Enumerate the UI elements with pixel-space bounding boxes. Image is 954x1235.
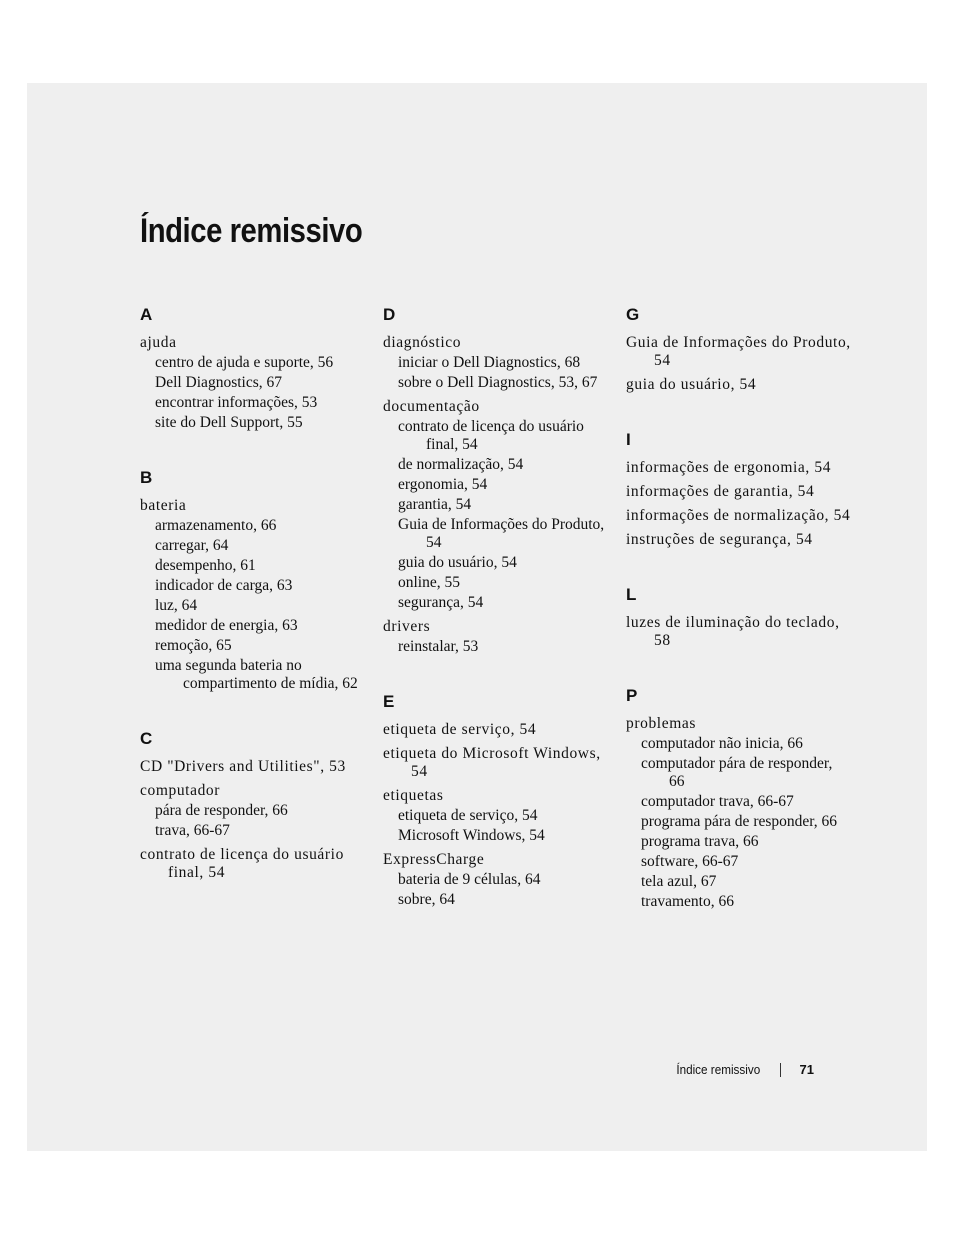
- index-entry: [626, 614, 851, 650]
- entry-term: documentação: [383, 398, 480, 415]
- entry-term: Guia de Informações do Produto, 54: [626, 334, 851, 369]
- entry-subterm: computador trava, 66-67: [641, 793, 794, 810]
- entry-subterm: Dell Diagnostics, 67: [155, 374, 282, 391]
- index-entry: [383, 398, 608, 612]
- entry-subterm: trava, 66-67: [155, 822, 230, 839]
- index-section: [140, 729, 365, 882]
- section-letter: L: [626, 585, 637, 604]
- entry-subterm: reinstalar, 53: [398, 638, 479, 655]
- index-column-2: [383, 305, 608, 945]
- footer-separator: [780, 1063, 781, 1077]
- entry-subterm: de normalização, 54: [398, 456, 524, 473]
- index-entry: [626, 334, 851, 370]
- index-section: [626, 686, 851, 911]
- index-entry: [626, 376, 851, 394]
- page-title: Índice remissivo: [140, 212, 363, 250]
- entry-subterm: garantia, 54: [398, 496, 472, 513]
- entry-subterm: desempenho, 61: [155, 557, 256, 574]
- entry-subterm: segurança, 54: [398, 594, 484, 611]
- index-section: [383, 305, 608, 656]
- entry-subterm: encontrar informações, 53: [155, 394, 318, 411]
- index-entry: [140, 782, 365, 840]
- entry-subterm: site do Dell Support, 55: [155, 414, 303, 431]
- index-entry: [140, 334, 365, 432]
- index-entry: [626, 715, 851, 911]
- index-entry: [626, 507, 851, 525]
- entry-subterm: computador pára de responder, 66: [641, 755, 833, 790]
- entry-term: instruções de segurança, 54: [626, 531, 813, 548]
- entry-subterm: programa pára de responder, 66: [641, 813, 838, 830]
- entry-term: informações de ergonomia, 54: [626, 459, 832, 476]
- entry-term: contrato de licença do usuário final, 54: [140, 846, 344, 881]
- section-letter: P: [626, 686, 638, 705]
- index-entry: [626, 483, 851, 501]
- index-entry: [140, 846, 365, 882]
- entry-term: etiqueta de serviço, 54: [383, 721, 537, 738]
- index-column-3: [626, 305, 851, 947]
- entry-subterm: sobre o Dell Diagnostics, 53, 67: [398, 374, 598, 391]
- entry-term: bateria: [140, 497, 187, 514]
- entry-subterm: contrato de licença do usuário final, 54: [398, 418, 584, 453]
- entry-subterm: uma segunda bateria no compartimento de mídia, 62: [155, 657, 358, 692]
- index-section: [140, 468, 365, 693]
- entry-subterm: centro de ajuda e suporte, 56: [155, 354, 334, 371]
- entry-subterm: luz, 64: [155, 597, 198, 614]
- section-letter: I: [626, 430, 631, 449]
- entry-term: informações de garantia, 54: [626, 483, 815, 500]
- index-section: [626, 430, 851, 549]
- index-entry: [626, 531, 851, 549]
- index-entry: [383, 851, 608, 909]
- entry-subterm: etiqueta de serviço, 54: [398, 807, 538, 824]
- entry-subterm: sobre, 64: [398, 891, 455, 908]
- entry-term: ajuda: [140, 334, 177, 351]
- entry-subterm: Guia de Informações do Produto, 54: [398, 516, 605, 551]
- section-letter: B: [140, 468, 153, 487]
- entry-subterm: tela azul, 67: [641, 873, 717, 890]
- index-section: [626, 305, 851, 394]
- entry-subterm: iniciar o Dell Diagnostics, 68: [398, 354, 581, 371]
- index-entry: [140, 497, 365, 693]
- entry-term: etiquetas: [383, 787, 444, 804]
- footer-label: Índice remissivo: [676, 1062, 760, 1077]
- entry-term: informações de normalização, 54: [626, 507, 851, 524]
- entry-subterm: armazenamento, 66: [155, 517, 277, 534]
- entry-term: guia do usuário, 54: [626, 376, 757, 393]
- section-letter: D: [383, 305, 396, 324]
- entry-term: drivers: [383, 618, 431, 635]
- entry-term: CD "Drivers and Utilities", 53: [140, 758, 346, 775]
- entry-subterm: computador não inicia, 66: [641, 735, 803, 752]
- index-entry: [383, 618, 608, 656]
- entry-subterm: programa trava, 66: [641, 833, 759, 850]
- entry-subterm: remoção, 65: [155, 637, 232, 654]
- entry-subterm: software, 66-67: [641, 853, 739, 870]
- entry-term: ExpressCharge: [383, 851, 485, 868]
- index-section: [383, 692, 608, 909]
- index-section: [140, 305, 365, 432]
- entry-term: problemas: [626, 715, 696, 732]
- entry-term: diagnóstico: [383, 334, 462, 351]
- entry-subterm: bateria de 9 células, 64: [398, 871, 541, 888]
- entry-subterm: ergonomia, 54: [398, 476, 488, 493]
- index-entry: [383, 745, 608, 781]
- index-entry: [383, 787, 608, 845]
- entry-subterm: medidor de energia, 63: [155, 617, 298, 634]
- index-entry: [140, 758, 365, 776]
- entry-term: etiqueta do Microsoft Windows, 54: [383, 745, 601, 780]
- section-letter: C: [140, 729, 153, 748]
- index-entry: [626, 459, 851, 477]
- entry-subterm: carregar, 64: [155, 537, 229, 554]
- entry-subterm: guia do usuário, 54: [398, 554, 517, 571]
- index-column-1: [140, 305, 365, 918]
- section-letter: G: [626, 305, 640, 324]
- entry-term: computador: [140, 782, 221, 799]
- page-number: 71: [799, 1062, 814, 1077]
- section-letter: A: [140, 305, 153, 324]
- entry-subterm: pára de responder, 66: [155, 802, 288, 819]
- index-entry: [383, 721, 608, 739]
- entry-subterm: travamento, 66: [641, 893, 734, 910]
- entry-term: luzes de iluminação do teclado, 58: [626, 614, 840, 649]
- entry-subterm: online, 55: [398, 574, 460, 591]
- entry-subterm: Microsoft Windows, 54: [398, 827, 545, 844]
- entry-subterm: indicador de carga, 63: [155, 577, 293, 594]
- index-section: [626, 585, 851, 650]
- section-letter: E: [383, 692, 395, 711]
- index-entry: [383, 334, 608, 392]
